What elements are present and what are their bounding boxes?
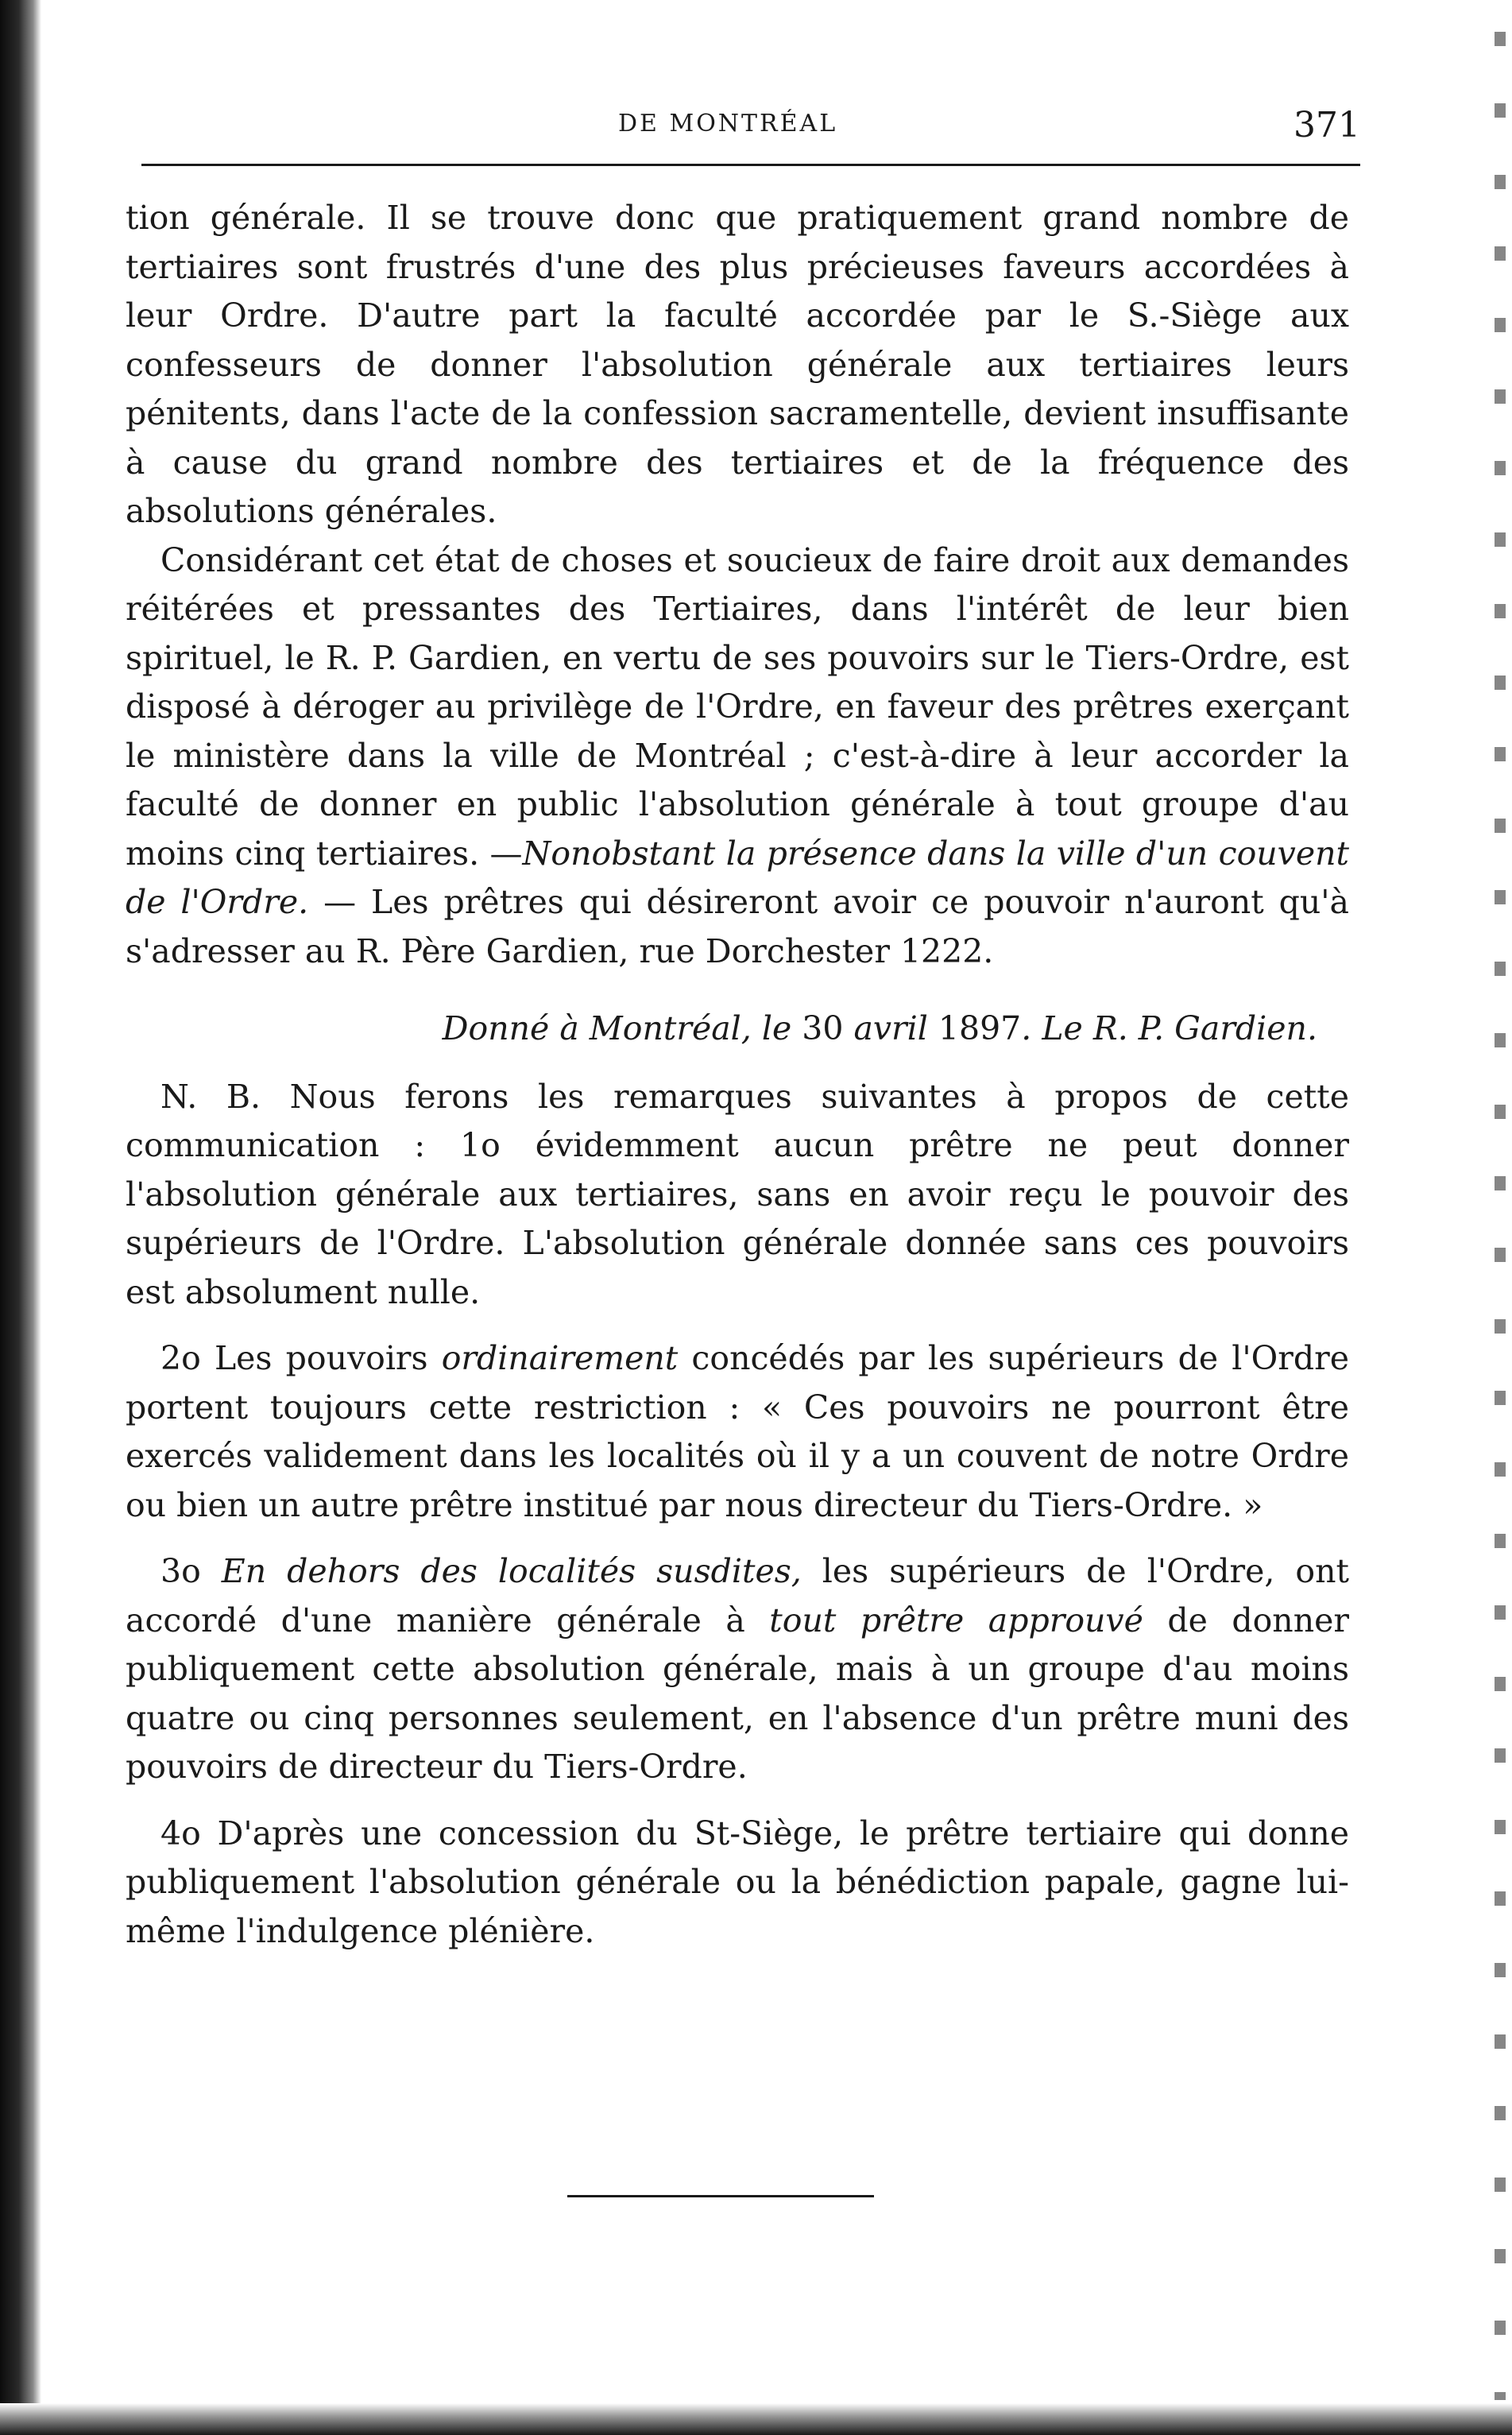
signature-author: . Le R. P. Gardien. <box>1021 1009 1317 1047</box>
running-head: DE MONTRÉAL <box>618 110 838 137</box>
paragraph-point-4: 4o D'après une concession du St-Siège, le prêtre tertiaire qui donne publiquement l'absolution générale ou la bénédiction papale, gagne lui-même l'indulgence plénière. <box>126 1814 1349 1950</box>
header-rule <box>141 164 1360 166</box>
scan-edge-marks <box>1495 32 1506 2400</box>
point-3-italic-b: tout prêtre approuvé <box>769 1601 1143 1639</box>
scan-gutter-shadow <box>0 0 41 2435</box>
paragraph-point-3 <box>126 1547 1349 1792</box>
considerant-tail: — Les prêtres qui désireront avoir ce pouvoir n'auront qu'à s'adresser au R. Père Gardien, rue Dorchester 1222. <box>126 883 1350 970</box>
signature-place: Donné à Montréal, le <box>442 1009 802 1047</box>
point-3-italic-a: En dehors des localités susdites, <box>221 1552 802 1590</box>
point-2-italic: ordinairement <box>441 1339 679 1377</box>
paragraph-considerant <box>126 536 1349 977</box>
page-number: 371 <box>1294 105 1360 145</box>
point-2-lead: 2o Les pouvoirs <box>160 1339 442 1377</box>
dated-signature <box>126 1005 1349 1054</box>
paragraph-point-2 <box>126 1334 1349 1530</box>
paragraph-continuation: tion générale. Il se trouve donc que pratiquement grand nombre de tertiaires sont frustrés d'une des plus précieuses faveurs accordées à leur Ordre. D'autre part la faculté accordée par le S.-Siège aux confesseurs de donner l'absolution générale aux tertiaires leurs pénitents, dans l'acte de la confession sacramentelle, devient insuffisante à cause du grand nombre des tertiaires et de la fréquence des absolutions générales. <box>126 199 1349 530</box>
point-2-text: concédés par les supérieurs de l'Ordre portent toujours cette restriction : « Ces pouvoirs ne pourront être exercés validement dans les localités où il y a un couvent de notre Ordre ou bien un autre prêtre institué par nous directeur du Tiers-Ordre. » <box>126 1339 1349 1524</box>
paragraph-nb: N. B. Nous ferons les remarques suivantes à propos de cette communication : 1o évidemment aucun prêtre ne peut donner l'absolution générale aux tertiaires, sans en avoir reçu le pouvoir des supérieurs de l'Ordre. L'absolution générale donnée sans ces pouvoirs est absolument nulle. <box>126 1077 1349 1311</box>
signature-year: 1897 <box>938 1009 1022 1047</box>
considerant-text: Considérant cet état de choses et soucieux de faire droit aux demandes réitérées et pressantes des Tertiaires, dans l'intérêt de leur bien spirituel, le R. P. Gardien, en vertu de ses pouvoirs sur le Tiers-Ordre, est disposé à déroger au privilège de l'Ordre, en faveur des prêtres exerçant le ministère dans la ville de Montréal ; c'est-à-dire à leur accorder la faculté de donner en public l'absolution générale à tout groupe d'au moins cinq tertiaires. — <box>126 540 1349 873</box>
point-3-lead: 3o <box>160 1552 222 1590</box>
nonobstant-clause: Nonobstant la présence dans la ville d'un couvent de l'Ordre. <box>126 834 1349 921</box>
point-3-text-a: les supérieurs de l'Ordre, ont accordé d'une manière générale à <box>126 1552 1349 1639</box>
signature-month: avril <box>843 1009 938 1047</box>
signature-day: 30 <box>802 1009 844 1047</box>
scan-bottom-edge <box>0 2403 1512 2435</box>
page-header <box>141 105 1360 153</box>
page-body <box>126 194 1349 1956</box>
point-3-text-b: de donner publiquement cette absolution générale, mais à un groupe d'au moins quatre ou cinq personnes seulement, en l'absence d'un prêtre muni des pouvoirs de directeur du Tiers-Ordre. <box>126 1601 1349 1786</box>
end-rule <box>567 2195 874 2197</box>
